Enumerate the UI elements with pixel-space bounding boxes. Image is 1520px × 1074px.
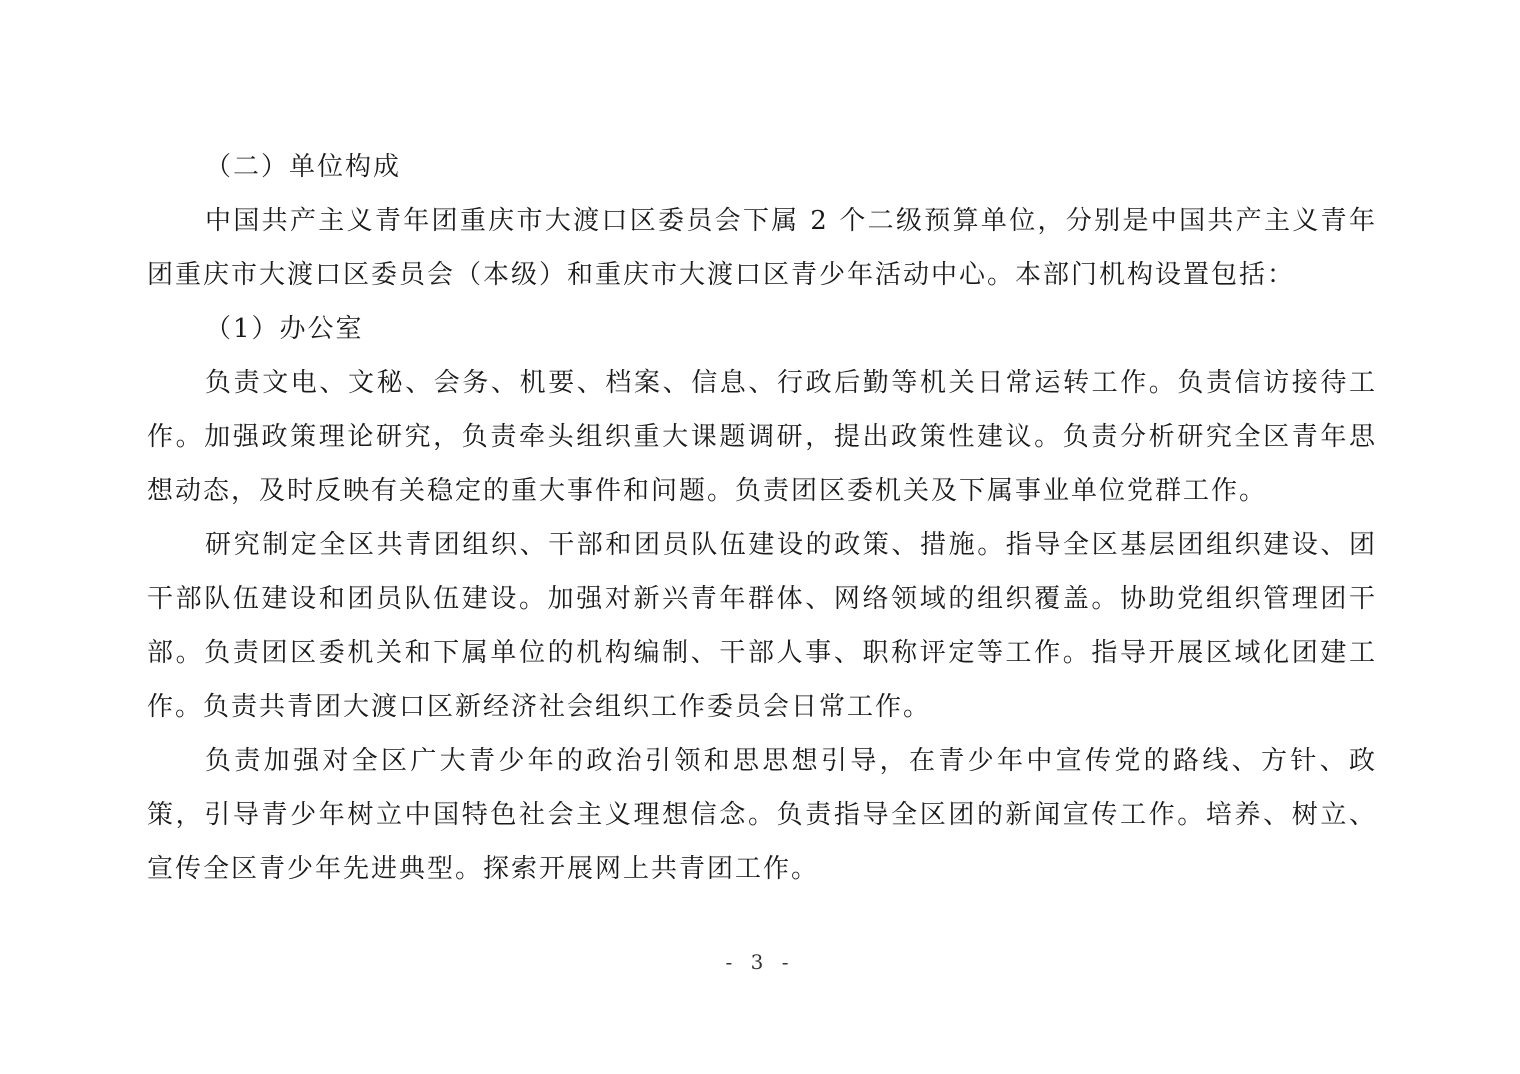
section-heading: （二）单位构成 [205,152,402,182]
office-heading: （1）办公室 [205,314,364,344]
page-content [147,140,1377,896]
section-intro-paragraph: 中国共产主义青年团重庆市大渡口区委员会下属 2 个二级预算单位，分别是中国共产主义青年团重庆市大渡口区委员会（本级）和重庆市大渡口区青少年活动中心。本部门机构设置包括： [147,206,1377,290]
office-paragraph-3: 负责加强对全区广大青少年的政治引领和思思想引导，在青少年中宣传党的路线、方针、政策，引导青少年树立中国特色社会主义理想信念。负责指导全区团的新闻宣传工作。培养、树立、宣传全区青少年先进典型。探索开展网上共青团工作。 [147,746,1377,884]
page-number: - 3 - [725,950,795,974]
office-paragraph-1: 负责文电、文秘、会务、机要、档案、信息、行政后勤等机关日常运转工作。负责信访接待工作。加强政策理论研究，负责牵头组织重大课题调研，提出政策性建议。负责分析研究全区青年思想动态，及时反映有关稳定的重大事件和问题。负责团区委机关及下属事业单位党群工作。 [147,368,1377,506]
office-paragraph-2: 研究制定全区共青团组织、干部和团员队伍建设的政策、措施。指导全区基层团组织建设、团干部队伍建设和团员队伍建设。加强对新兴青年群体、网络领域的组织覆盖。协助党组织管理团干部。负责团区委机关和下属单位的机构编制、干部人事、职称评定等工作。指导开展区域化团建工作。负责共青团大渡口区新经济社会组织工作委员会日常工作。 [147,530,1377,722]
